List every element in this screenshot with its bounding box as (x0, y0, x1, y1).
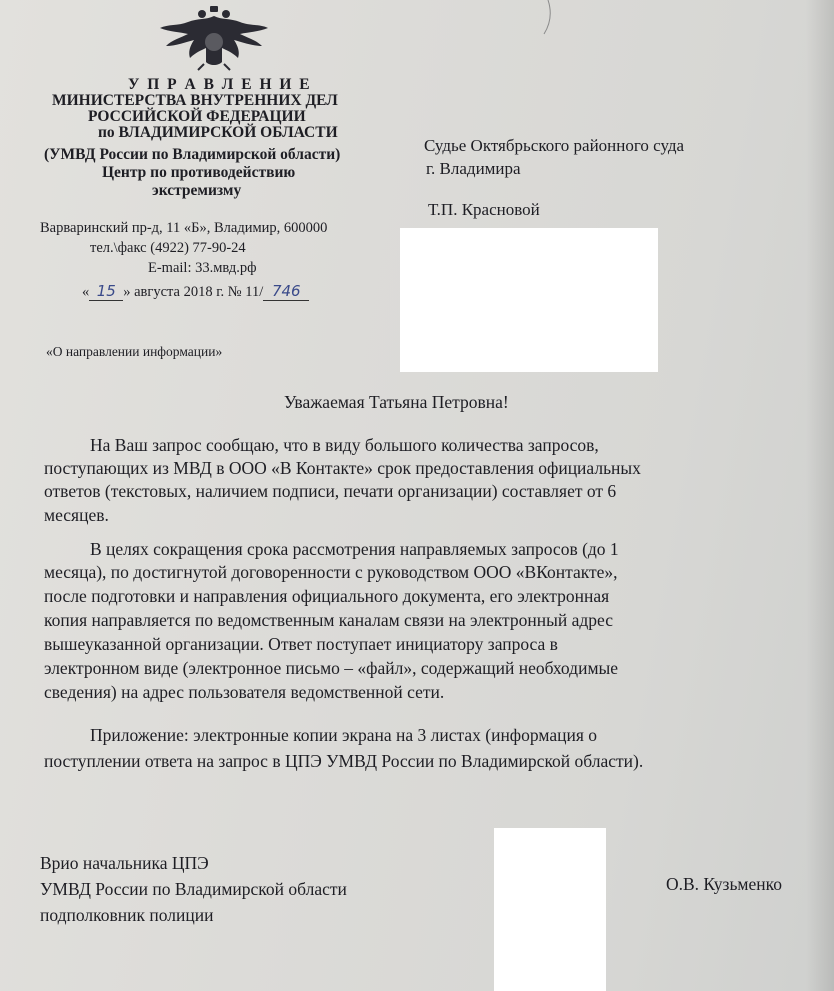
recipient-line-1: Судье Октябрьского районного суда (424, 136, 685, 155)
sender-phone: тел.\факс (4922) 77-90-24 (90, 240, 246, 256)
paragraph-2-line-6: электронном виде (электронное письмо – «файл», содержащий необходимые (44, 658, 619, 678)
greeting: Уважаемая Татьяна Петровна! (284, 392, 509, 412)
page-edge-shadow (806, 0, 834, 991)
signature-name: О.В. Кузьменко (666, 874, 783, 894)
redaction-box-signature (494, 828, 606, 991)
paragraph-2-line-7: сведения) на адрес пользователя ведомственной сети. (44, 682, 445, 702)
recipient-name: Т.П. Красновой (428, 200, 540, 219)
signature-block (40, 850, 347, 928)
sender-date-line (82, 282, 309, 301)
letter-subject: «О направлении информации» (46, 344, 223, 359)
sender-address: Варваринский пр-д, 11 «Б», Владимир, 600000 (40, 220, 328, 236)
paragraph-1-line-1: На Ваш запрос сообщаю, что в виду большого количества запросов, (90, 435, 599, 455)
date-day-handwritten: 15 (89, 282, 123, 301)
paragraph-1-line-4: месяцев. (44, 505, 109, 525)
sender-email: E-mail: 33.мвд.рф (148, 260, 257, 276)
header-line-4: по ВЛАДИМИРСКОЙ ОБЛАСТИ (98, 124, 338, 141)
eagle-emblem-icon (158, 6, 270, 72)
redaction-box-address (400, 228, 658, 372)
header-line-5: (УМВД России по Владимирской области) (44, 146, 341, 163)
signature-title-2: УМВД России по Владимирской области (40, 879, 347, 899)
doc-number-handwritten: 746 (263, 282, 309, 301)
header-line-1: У П Р А В Л Е Н И Е (128, 76, 312, 93)
paragraph-2-line-5: вышеуказанной организации. Ответ поступает инициатору запроса в (44, 634, 558, 654)
paragraph-1-line-3: ответов (текстовых, наличием подписи, печати организации) составляет от 6 (44, 481, 617, 501)
header-line-6: Центр по противодействию (102, 164, 296, 181)
header-line-7: экстремизму (152, 182, 242, 199)
paragraph-1-line-2: поступающих из МВД в ООО «В Контакте» срок предоставления официальных (44, 458, 641, 478)
recipient-line-2: г. Владимира (426, 159, 521, 178)
paragraph-2-line-3: после подготовки и направления официального документа, его электронная (44, 586, 610, 606)
header-line-2: МИНИСТЕРСТВА ВНУТРЕННИХ ДЕЛ (52, 92, 338, 109)
paragraph-2-line-1: В целях сокращения срока рассмотрения направляемых запросов (до 1 (90, 539, 619, 559)
pencil-mark (540, 0, 600, 60)
paragraph-2-line-4: копия направляется по ведомственным каналам связи на электронный адрес (44, 610, 613, 630)
signature-title-1: Врио начальника ЦПЭ (40, 853, 209, 873)
recipient-block (424, 134, 684, 221)
attachment-line-1: Приложение: электронные копии экрана на 3 листах (информация о (90, 725, 598, 745)
paragraph-2-line-2: месяца), по достигнутой договоренности с руководством ООО «ВКонтакте», (44, 562, 618, 582)
attachment-line-2: поступлении ответа на запрос в ЦПЭ УМВД России по Владимирской области). (44, 751, 644, 771)
header-line-3: РОССИЙСКОЙ ФЕДЕРАЦИИ (88, 108, 306, 125)
signature-title-3: подполковник полиции (40, 905, 214, 925)
date-rest: » августа 2018 г. № 11/ (123, 284, 264, 300)
date-open-quote: « (82, 284, 90, 300)
